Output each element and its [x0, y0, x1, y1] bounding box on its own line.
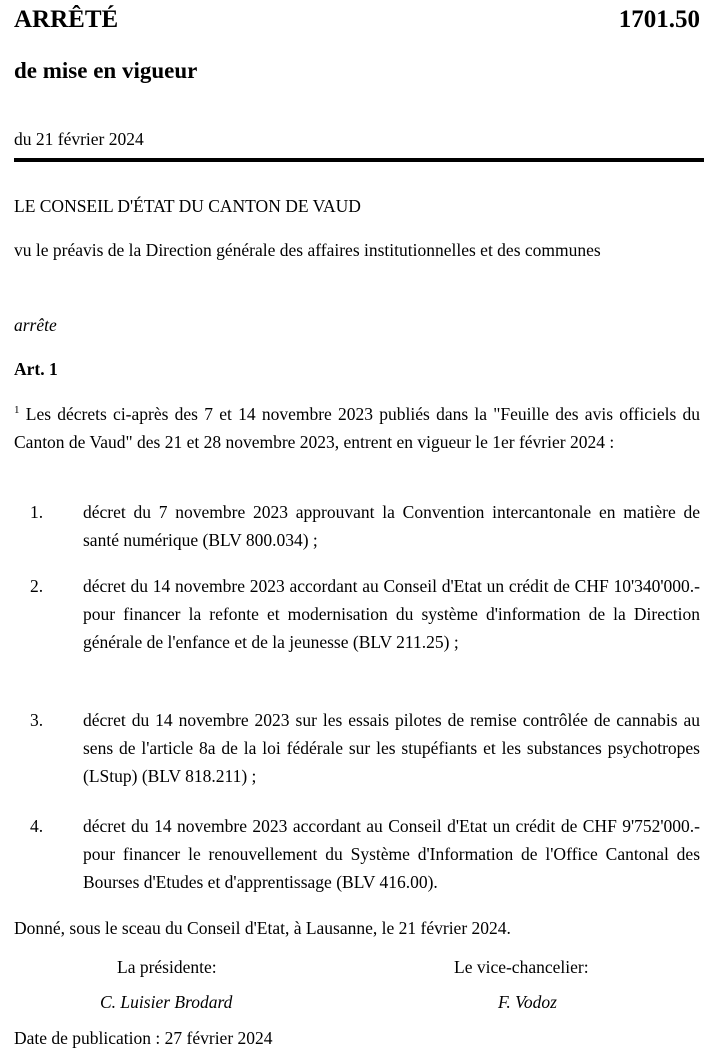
list-item-number: 1.: [30, 502, 44, 522]
article-title: Art. 1: [14, 359, 58, 379]
list-item: [30, 812, 700, 896]
left-signatory-role: La présidente:: [117, 957, 217, 977]
right-signatory-name: F. Vodoz: [498, 992, 557, 1012]
publication-date: Date de publication : 27 février 2024: [14, 1028, 273, 1048]
list-item-text: décret du 14 novembre 2023 sur les essais pilotes de remise contrôlée de cannabis au sens de l'article 8a de la loi fédérale sur les stupéfiants et les substances psychotropes (LStup) (BLV 818.211) ;: [83, 710, 700, 786]
list-item-number: 3.: [30, 710, 44, 730]
doc-date: du 21 février 2024: [14, 129, 144, 149]
list-item-number: 2.: [30, 576, 44, 596]
list-item: [30, 498, 700, 554]
consideration-text: vu le préavis de la Direction générale des affaires institutionnelles et des communes: [14, 240, 601, 260]
list-item: [30, 706, 700, 790]
list-item-text: décret du 14 novembre 2023 accordant au Conseil d'Etat un crédit de CHF 9'752'000.- pour financer le renouvellement du Système d'Information de l'Office Cantonal des Bourses d'Etudes et d'apprentissage (BLV 416.00).: [83, 816, 700, 892]
list-item: [30, 572, 700, 656]
doc-subtitle: de mise en vigueur: [14, 58, 198, 83]
left-signatory-name: C. Luisier Brodard: [100, 992, 233, 1012]
authority-line: LE CONSEIL D'ÉTAT DU CANTON DE VAUD: [14, 196, 361, 216]
list-item-text: décret du 14 novembre 2023 accordant au Conseil d'Etat un crédit de CHF 10'340'000.- pour financer la refonte et modernisation du système d'information de la Direction générale de l'enfance et de la jeunesse (BLV 211.25) ;: [83, 576, 700, 652]
article-intro-text: Les décrets ci-après des 7 et 14 novembre 2023 publiés dans la "Feuille des avis officiels du Canton de Vaud" des 21 et 28 novembre 2023, entrent en vigueur le 1er février 2024 :: [14, 404, 700, 452]
given-at-line: Donné, sous le sceau du Conseil d'Etat, à Lausanne, le 21 février 2024.: [14, 918, 511, 938]
doc-type-title: ARRÊTÉ: [14, 6, 119, 33]
decision-word: arrête: [14, 315, 57, 335]
right-signatory-role: Le vice-chancelier:: [454, 957, 589, 977]
doc-reference-number: 1701.50: [618, 6, 700, 33]
list-item-number: 4.: [30, 816, 44, 836]
paragraph-number: 1: [14, 404, 20, 417]
article-intro-paragraph: [14, 400, 700, 456]
header-divider: [14, 158, 704, 162]
list-item-text: décret du 7 novembre 2023 approuvant la Convention intercantonale en matière de santé numérique (BLV 800.034) ;: [83, 502, 700, 550]
